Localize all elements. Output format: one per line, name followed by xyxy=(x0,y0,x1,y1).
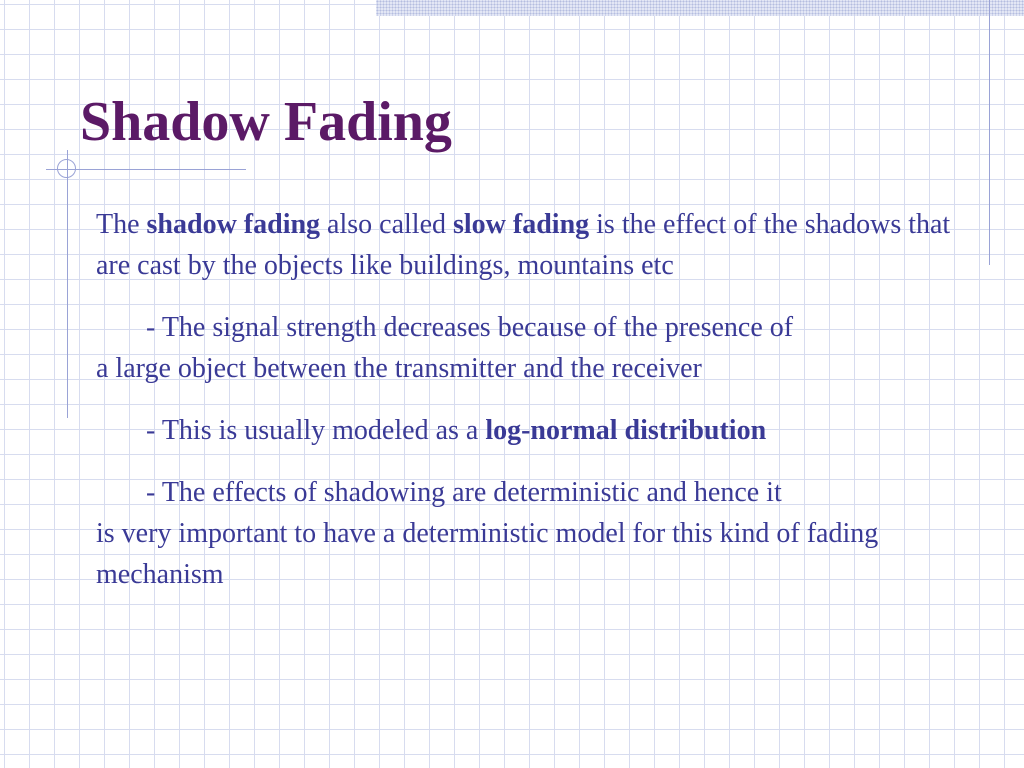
point-log-normal xyxy=(96,410,976,451)
left-vertical-rule xyxy=(67,150,68,418)
term-log-normal-distribution: log-normal distribution xyxy=(485,415,767,446)
corner-pattern-band xyxy=(376,0,1024,16)
intro-text-1: The xyxy=(96,209,147,240)
intro-text-2: also called xyxy=(320,209,453,240)
point-1-rest: a large object between the transmitter and the receiver xyxy=(96,353,702,384)
point-3-rest: is very important to have a deterministic model for this kind of fading mechanism xyxy=(96,518,879,590)
term-shadow-fading: shadow fading xyxy=(146,209,321,240)
slide-title: Shadow Fading xyxy=(80,91,452,153)
slide-body xyxy=(96,204,976,595)
point-3-lead: - The effects of shadowing are deterministic and hence it xyxy=(146,477,782,508)
term-slow-fading: slow fading xyxy=(453,209,590,240)
crosshair-circle-icon xyxy=(57,159,76,178)
point-2-lead: - This is usually modeled as a xyxy=(146,415,486,446)
intro-text-3: is the effect of the shadows that are cast by the objects like buildings, mountains etc xyxy=(96,209,951,281)
intro-paragraph xyxy=(96,204,976,286)
title-underline-rule xyxy=(46,169,246,170)
point-deterministic xyxy=(96,472,976,595)
point-1-lead: - The signal strength decreases because of the presence of xyxy=(146,312,794,343)
right-vertical-rule xyxy=(989,0,990,265)
point-signal-strength xyxy=(96,307,976,389)
